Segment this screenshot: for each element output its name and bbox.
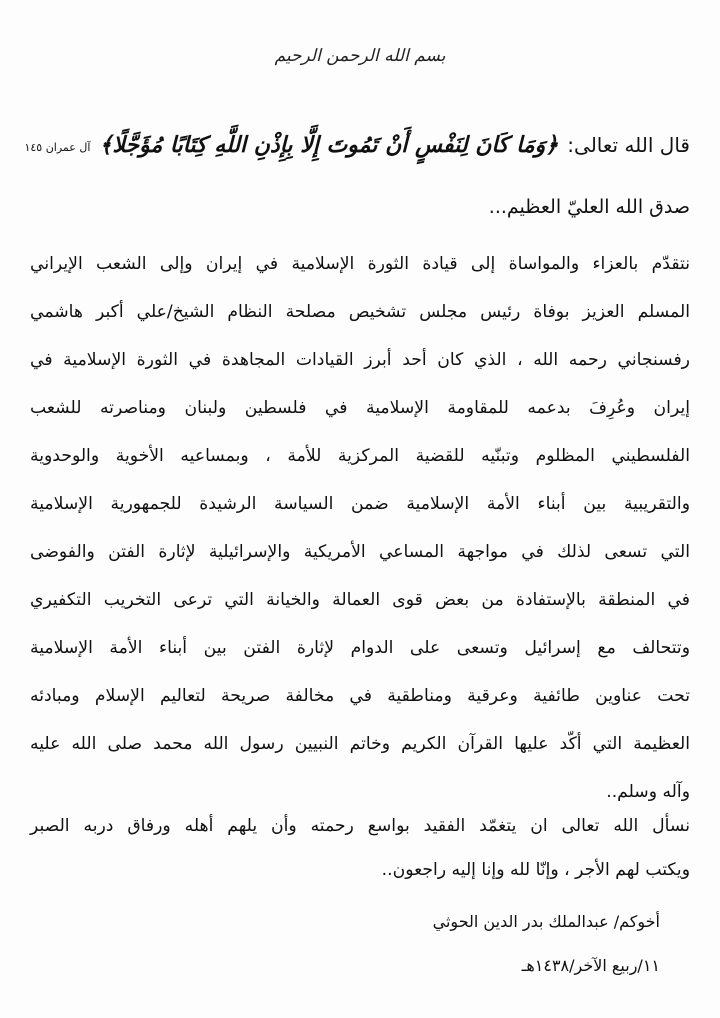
closing-line: نسأل الله تعالى ان يتغمّد الفقيد بواسع رحمته وأن يلهم أهله ورفاق دربه الصبر bbox=[30, 816, 690, 836]
paragraph-line: إيران وعُرِفَ بدعمه للمقاومة الإسلامية في فلسطين ولبنان ومناصرته للشعب bbox=[30, 398, 690, 418]
paragraph-line: الفلسطيني المظلوم وتبنّيه للقضية المركزية للأمة ، وبمساعيه الأخوية والوحدوية bbox=[30, 446, 690, 466]
basmala-calligraphy bbox=[0, 46, 720, 66]
basmala-text: بسم الله الرحمن الرحيم bbox=[274, 46, 446, 66]
paragraph-line: والتقريبية بين أبناء الأمة الإسلامية ضمن السياسة الرشيدة للجمهورية الإسلامية bbox=[30, 494, 690, 514]
signature: أخوكم/ عبدالملك بدر الدين الحوثي bbox=[432, 912, 660, 931]
paragraph-line: وآله وسلم.. bbox=[606, 782, 690, 802]
paragraph-line: المسلم العزيز بوفاة رئيس مجلس تشخيص مصلحة النظام الشيخ/علي أكبر هاشمي bbox=[30, 302, 690, 322]
paragraph-line: وتتحالف مع إسرائيل وتسعى على الدوام لإثارة الفتن بين أبناء الأمة الإسلامية bbox=[30, 638, 690, 658]
condolence-paragraph bbox=[30, 250, 690, 826]
sadaq-line: صدق الله العليّ العظيم... bbox=[488, 196, 690, 218]
paragraph-line: العظيمة التي أكّد عليها القرآن الكريم وخاتم النبيين رسول الله محمد صلى الله عليه bbox=[30, 734, 690, 754]
paragraph-line: رفسنجاني رحمه الله ، الذي كان أحد أبرز القيادات المجاهدة في الثورة الإسلامية في bbox=[30, 350, 690, 370]
paragraph-line: في المنطقة بالإستفادة من بعض قوى العمالة والخيانة التي ترعى التخريب التكفيري bbox=[30, 590, 690, 610]
verse-intro: قال الله تعالى: bbox=[567, 133, 690, 157]
closing-line: ويكتب لهم الأجر ، وإنّا لله وإنا إليه راجعون.. bbox=[381, 860, 690, 880]
quran-verse-line bbox=[24, 132, 690, 172]
verse-reference: آل عمران ١٤٥ bbox=[24, 141, 91, 154]
paragraph-line: التي تسعى لذلك في مواجهة المساعي الأمريكية والإسرائيلية لإثارة الفتن والفوضى bbox=[30, 542, 690, 562]
letter-date: ١١/ربيع الآخر/١٤٣٨هـ bbox=[521, 956, 660, 975]
paragraph-line: تحت عناوين طائفية وعرقية ومناطقية في مخالفة صريحة لتعاليم الإسلام ومبادئه bbox=[30, 686, 690, 706]
closing-paragraph bbox=[30, 812, 690, 900]
quran-verse: ﴿وَمَا كَانَ لِنَفْسٍ أَنْ تَمُوتَ إِلَّا بِإِذْنِ اللَّهِ كِتَابًا مُؤَجَّلًا﴾ bbox=[99, 132, 559, 158]
paragraph-line: نتقدّم بالعزاء والمواساة إلى قيادة الثورة الإسلامية في إيران وإلى الشعب الإيراني bbox=[30, 254, 690, 274]
